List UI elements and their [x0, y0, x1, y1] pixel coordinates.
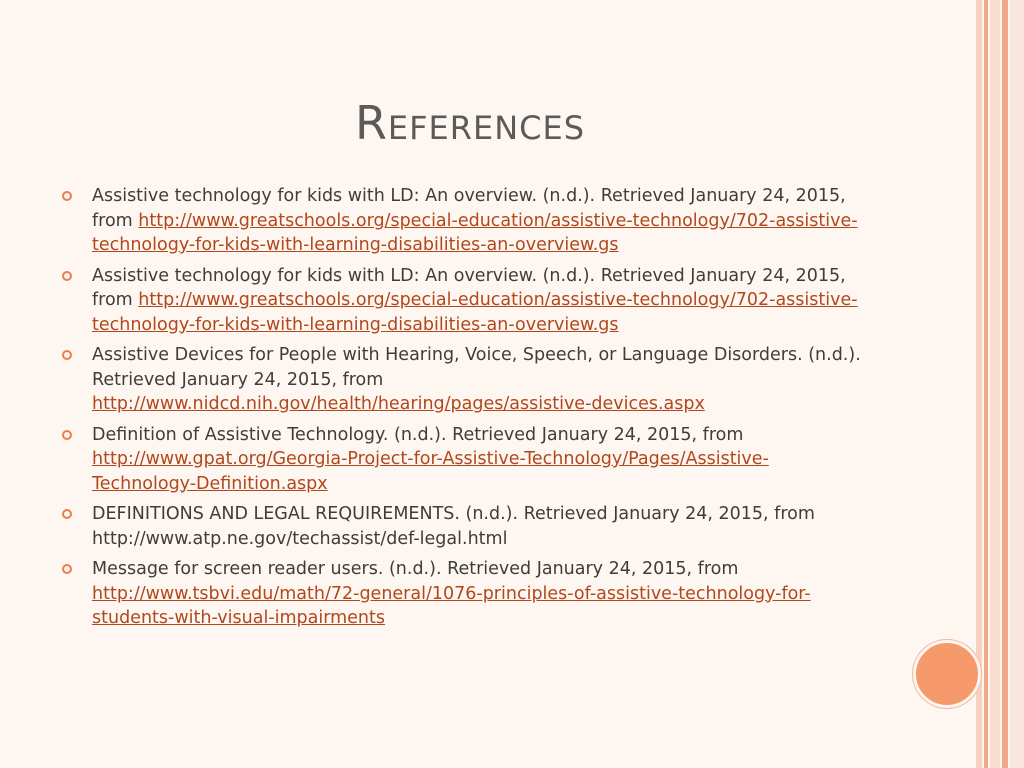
reference-item	[62, 502, 862, 551]
decorative-circle	[913, 640, 981, 708]
reference-item	[62, 184, 862, 258]
reference-text: Assistive technology for kids with LD: An overview. (n.d.). Retrieved January 24, 2015, from	[92, 186, 846, 231]
reference-item	[62, 343, 862, 417]
bullet-icon	[62, 350, 72, 360]
bullet-icon	[62, 271, 72, 281]
reference-item	[62, 557, 862, 631]
stripe	[984, 0, 988, 768]
reference-text: DEFINITIONS AND LEGAL REQUIREMENTS. (n.d.). Retrieved January 24, 2015, from http://www.atp.ne.gov/techassist/def-legal.html	[92, 504, 815, 549]
stripe	[1010, 0, 1024, 768]
stripe	[990, 0, 1000, 768]
slide-title: References	[354, 96, 586, 150]
reference-text: Definition of Assistive Technology. (n.d.). Retrieved January 24, 2015, from	[92, 424, 744, 445]
bullet-icon	[62, 430, 72, 440]
reference-item	[62, 423, 862, 497]
reference-item	[62, 264, 862, 338]
decorative-stripes	[976, 0, 1024, 768]
stripe	[976, 0, 982, 768]
reference-text: Assistive Devices for People with Hearing, Voice, Speech, or Language Disorders. (n.d.). Retrieved January 24, 2015, from	[92, 345, 861, 390]
reference-link[interactable]: http://www.tsbvi.edu/math/72-general/1076-principles-of-assistive-technology-for-students-with-visual-impairments	[92, 583, 811, 628]
reference-text: Assistive technology for kids with LD: An overview. (n.d.). Retrieved January 24, 2015, from	[92, 265, 846, 310]
bullet-icon	[62, 191, 72, 201]
stripe	[1002, 0, 1008, 768]
bullet-icon	[62, 564, 72, 574]
bullet-icon	[62, 509, 72, 519]
reference-list	[62, 184, 862, 637]
reference-link[interactable]: http://www.gpat.org/Georgia-Project-for-Assistive-Technology/Pages/Assistive-Technology-Definition.aspx	[92, 449, 769, 494]
reference-text: Message for screen reader users. (n.d.). Retrieved January 24, 2015, from	[92, 559, 739, 579]
reference-link[interactable]: http://www.nidcd.nih.gov/health/hearing/pages/assistive-devices.aspx	[92, 394, 705, 414]
reference-link[interactable]: http://www.greatschools.org/special-education/assistive-technology/702-assistive-technology-for-kids-with-learning-disabilities-an-overview.gs	[92, 290, 858, 335]
reference-link[interactable]: http://www.greatschools.org/special-education/assistive-technology/702-assistive-technology-for-kids-with-learning-disabilities-an-overview.gs	[92, 210, 858, 255]
